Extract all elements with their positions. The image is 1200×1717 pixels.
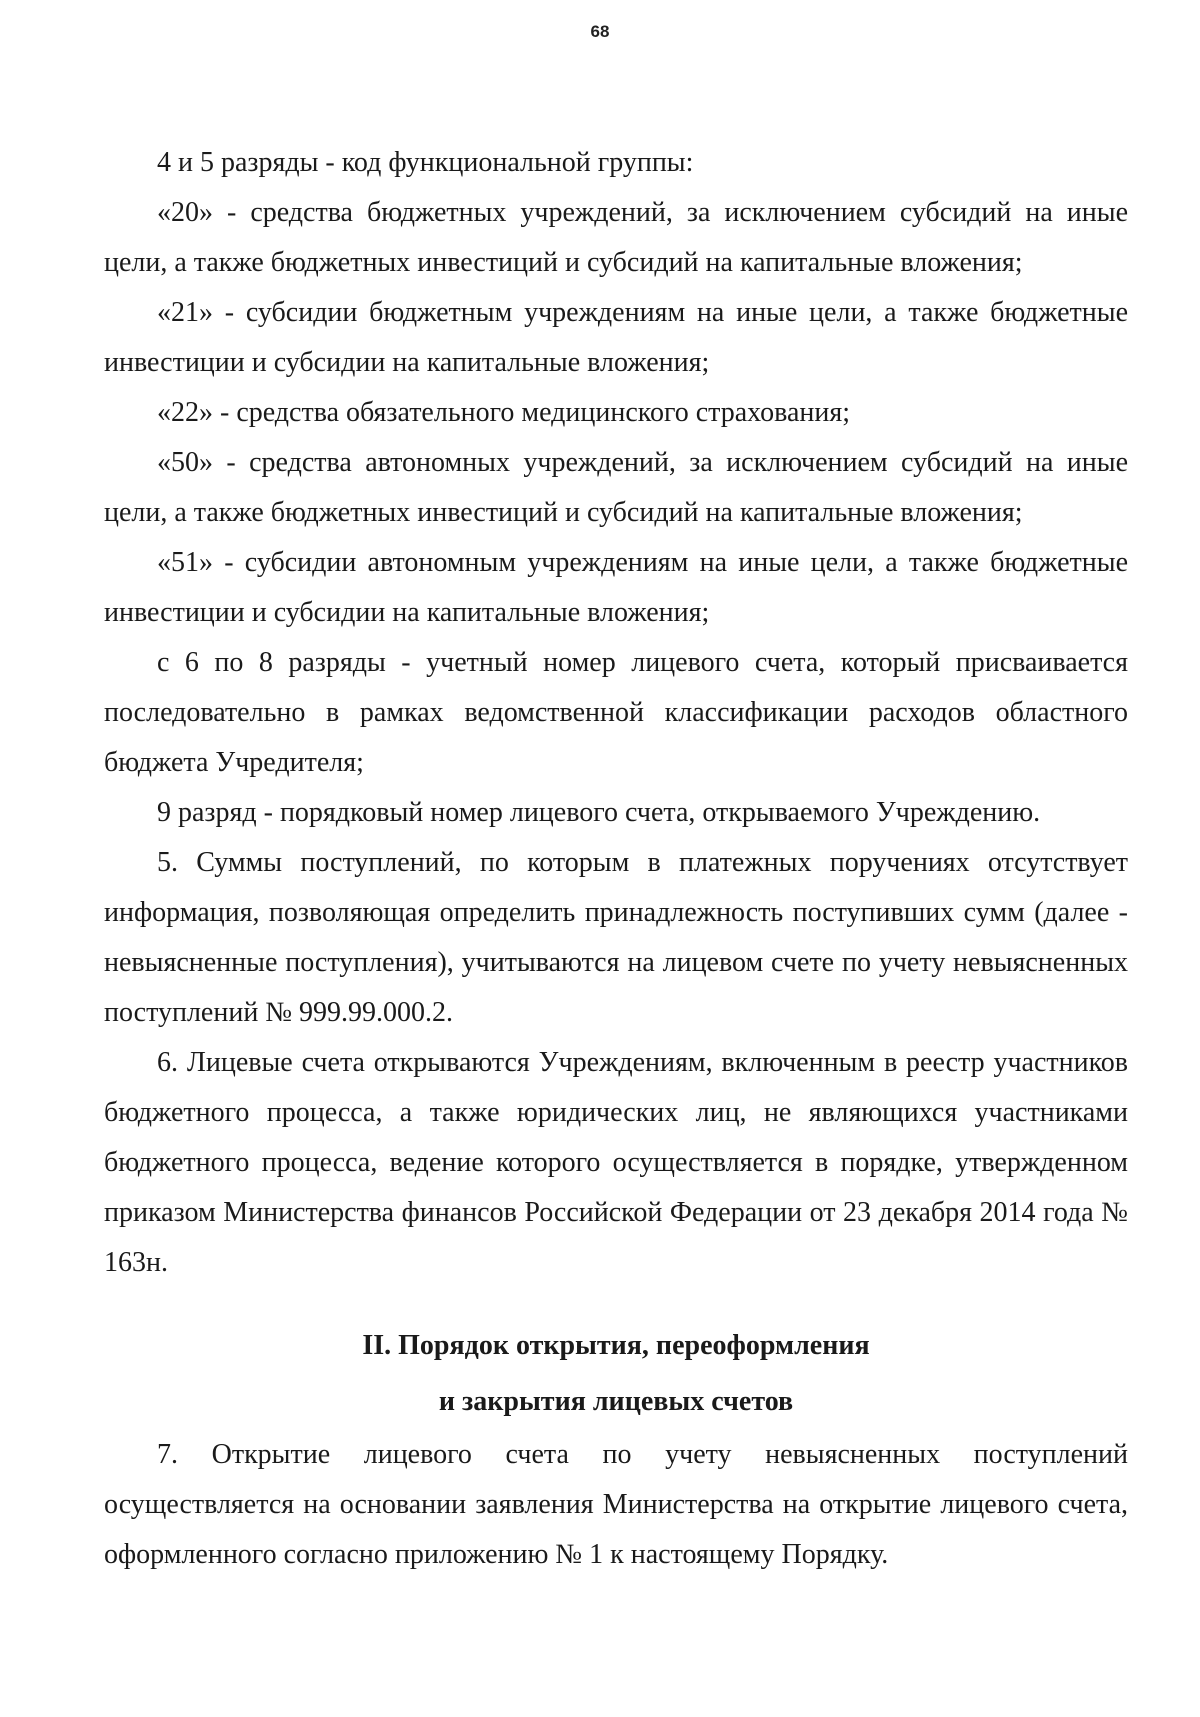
paragraph-code-51: «51» - субсидии автономным учреждениям на иные цели, а также бюджетные инвестиции и субсидии на капитальные вложения; <box>104 547 1128 628</box>
paragraph-item-5: 5. Суммы поступлений, по которым в платежных поручениях отсутствует информация, позволяющая определить принадлежность поступивших сумм (далее - невыясненные поступления), учитываются на лицевом счете по учету невыясненных поступлений № 999.99.000.2. <box>104 847 1128 1028</box>
page-number: 68 <box>590 22 610 41</box>
paragraph-code-20: «20» - средства бюджетных учреждений, за исключением субсидий на иные цели, а также бюджетных инвестиций и субсидий на капитальные вложения; <box>104 197 1128 278</box>
document-body <box>104 138 1128 1580</box>
section-heading-line-1: II. Порядок открытия, переоформления <box>362 1330 870 1361</box>
paragraph-item-7: 7. Открытие лицевого счета по учету невыясненных поступлений осуществляется на основании заявления Министерства на открытие лицевого счета, оформленного согласно приложению № 1 к настоящему Порядку. <box>104 1439 1128 1570</box>
paragraph-item-6: 6. Лицевые счета открываются Учреждениям, включенным в реестр участников бюджетного процесса, а также юридических лиц, не являющихся участниками бюджетного процесса, ведение которого осуществляется в порядке, утвержденном приказом Министерства финансов Российской Федерации от 23 декабря 2014 года № 163н. <box>104 1047 1128 1278</box>
paragraph-code-21: «21» - субсидии бюджетным учреждениям на иные цели, а также бюджетные инвестиции и субсидии на капитальные вложения; <box>104 297 1128 378</box>
paragraph-code-22: «22» - средства обязательного медицинского страхования; <box>157 397 850 428</box>
paragraph-digits-4-5: 4 и 5 разряды - код функциональной группы: <box>157 147 694 178</box>
paragraph-digits-6-8: с 6 по 8 разряды - учетный номер лицевого счета, который присваивается последовательно в рамках ведомственной классификации расходов областного бюджета Учредителя; <box>104 647 1128 778</box>
paragraph-code-50: «50» - средства автономных учреждений, за исключением субсидий на иные цели, а также бюджетных инвестиций и субсидий на капитальные вложения; <box>104 447 1128 528</box>
section-heading-line-2: и закрытия лицевых счетов <box>438 1386 794 1417</box>
paragraph-digit-9: 9 разряд - порядковый номер лицевого счета, открываемого Учреждению. <box>157 797 1041 828</box>
section-heading <box>104 1318 1128 1430</box>
